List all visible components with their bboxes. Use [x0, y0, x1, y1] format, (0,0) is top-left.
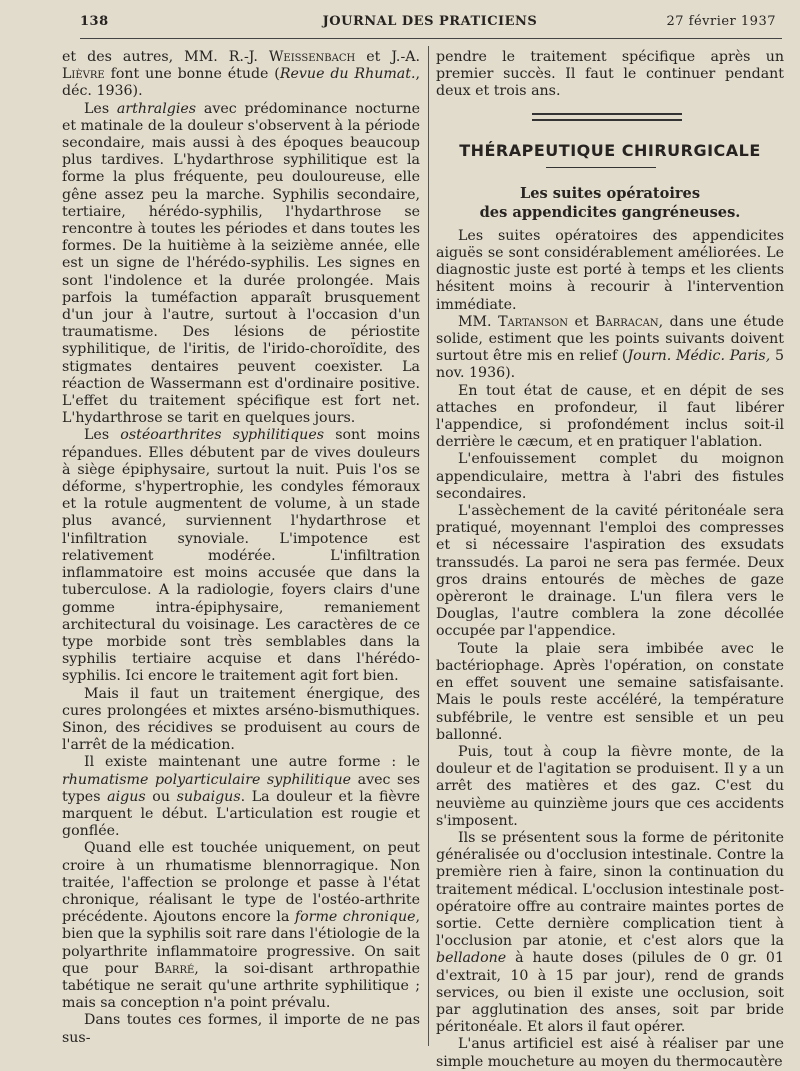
column-divider [428, 46, 429, 1046]
emphasis: arthralgies [116, 100, 197, 117]
author-name: R.-J. Weissenbach [228, 49, 356, 65]
title-underline [546, 167, 656, 168]
left-column [62, 49, 420, 1047]
page-number: 138 [80, 14, 109, 29]
author-name: Barré [154, 960, 195, 977]
paragraph: Il existe maintenant une autre forme : le rhumatisme polyarticulaire syphilitique avec ses types aigus ou subaigus. La douleur et la fièvre marquent le début. L'articulation est rougie et gonflée. [62, 754, 420, 840]
author-name: Tartanson [498, 313, 568, 330]
emphasis: ostéoarthrites syphilitiques [120, 427, 324, 444]
issue-date: 27 février 1937 [666, 14, 776, 29]
paragraph: Puis, tout à coup la fièvre monte, de la douleur et de l'agitation se produisent. Il y a un arrêt des matières et des gaz. C'est du neuvième au quinzième jours que ces accidents s'imposent. [436, 743, 784, 829]
paragraph: et des autres, MM. R.-J. Weissenbach et J.-A. Lièvre font une bonne étude (Revue du Rhumat., déc. 1936). [62, 49, 420, 100]
paragraph: Quand elle est touchée uniquement, on peut croire à un rhumatisme blennorragique. Non traitée, l'affection se prolonge et passe à l'état chronique, réalisant le type de l'ostéo-arthrite précédente. Ajoutons encore la forme chronique, bien que la syphilis soit rare dans l'étiologie de la polyarthrite inflammatoire progressive. On sait que pour Barré, la soi-disant arthropathie tabétique ne serait qu'une arthrite syphilitique ; mais sa conception n'a point prévalu. [62, 840, 420, 1012]
page-header [80, 14, 780, 36]
author-name: Barracan [595, 313, 659, 330]
paragraph: Mais il faut un traitement énergique, des cures prolongées et mixtes arséno-bismuthiques. Sinon, des récidives se produisent au cours de l'arrêt de la médication. [62, 685, 420, 754]
emphasis: belladone [436, 950, 507, 967]
paragraph: Dans toutes ces formes, il importe de ne pas sus- [62, 1012, 420, 1046]
paragraph: Les arthralgies avec prédominance nocturne et matinale de la douleur s'observent à la période secondaire, mais aussi à des époques beaucoup plus tardives. L'hydarthrose syphilitique est la forme la plus fréquente, peu douloureuse, elle gêne assez peu la marche. Syphilis secondaire, tertiaire, hérédo-syphilis, l'hydarthrose se rencontre à toutes les périodes et dans toutes les formes. De la huitième à la seizième année, elle est un signe de l'hérédo-syphilis. Les signes en sont l'indolence et la durée prolongée. Mais parfois la tuméfaction apparaît brusquement d'un jour à l'autre, surtout à l'occasion d'un traumatisme. Des lésions de périostite syphilitique, de l'iritis, de l'irido-choroïdite, des stigmates dentaires peuvent coexister. La réaction de Wassermann est d'ordinaire positive. L'effet du traitement spécifique est fort net. L'hydarthrose se tarit en quelques jours. [62, 100, 421, 427]
journal-title: JOURNAL DES PRATICIENS [322, 14, 538, 29]
paragraph: L'assèchement de la cavité péritonéale sera pratiqué, moyennant l'emploi des compresses et si nécessaire l'aspiration des exsudats transsudés. La paroi ne sera pas fermée. Deux gros drains entourés de mèches de gaze opèreront le drainage. L'un filera vers le Douglas, l'autre comblera la zone décollée occupée par l'appendice. [436, 503, 784, 640]
emphasis: forme chronique [294, 909, 416, 926]
citation: Journ. Médic. Paris, [627, 348, 771, 365]
section-title: THÉRAPEUTIQUE CHIRURGICALE [459, 140, 761, 160]
paragraph: Toute la plaie sera imbibée avec le bactériophage. Après l'opération, on constate en effet souvent une semaine satisfaisante. Mais le pouls reste accéléré, la température subfébrile, le ventre est sensible et un peu ballonné. [436, 640, 784, 743]
article-title: Les suites opératoires des appendicites gangréneuses. [479, 184, 741, 221]
emphasis: aigus [107, 788, 146, 805]
paragraph: Ils se présentent sous la forme de péritonite généralisée ou d'occlusion intestinale. Contre la première rien à faire, sinon la continuation du traitement médical. L'occlusion intestinale post-opératoire offre au contraire maintes portes de sortie. Cette dernière complication tient à l'occlusion par atonie, et c'est alors que la belladone à haute doses (pilules de 0 gr. 01 d'extrait, 10 à 15 par jour), rend de grands services, ou bien il existe une occlusion, soit par agglutination des anses, soit par bride péritonéale. Et alors il faut opérer. [436, 829, 784, 1036]
paragraph: Les suites opératoires des appendicites aiguës se sont considérablement améliorées. Le diagnostic juste est porté à temps et les clients hésitent moins à recourir à l'intervention immédiate. [436, 227, 784, 313]
right-column [436, 49, 784, 1071]
author-name: J.-A. Lièvre [62, 49, 420, 83]
section-separator [532, 113, 682, 121]
header-rule [80, 38, 782, 39]
paragraph: L'anus artificiel est aisé à réaliser par une simple moucheture au moyen du thermocautère [436, 1036, 784, 1070]
citation: Revue du Rhumat. [279, 66, 416, 83]
paragraph: Les ostéoarthrites syphilitiques sont moins répandues. Elles débutent par de vives douleurs à siège épiphysaire, surtout la nuit. Puis l'os se déforme, s'hypertrophie, les condyles fémoraux et la rotule augmentent de volume, à un stade plus avancé, surviennent l'hydarthrose et l'infiltration synoviale. L'impotence est relativement modérée. L'infiltration inflammatoire est moins accusée que dans la tuberculose. A la radiologie, foyers clairs d'une gomme intra-épiphysaire, remaniement architectural du voisinage. Les caractères de ce type morbide sont très semblables dans la syphilis tertiaire acquise et dans l'hérédo-syphilis. Ici encore le traitement agit fort bien. [62, 427, 420, 685]
paragraph: En tout état de cause, et en dépit de ses attaches en profondeur, il faut libérer l'appendice, si profondément inclus soit-il derrière le cæcum, et en pratiquer l'ablation. [436, 382, 784, 451]
emphasis: rhumatisme polyarticulaire syphilitique [62, 771, 351, 788]
paragraph: MM. Tartanson et Barracan, dans une étude solide, estiment que les points suivants doivent surtout être mis en relief (Journ. Médic. Paris, 5 nov. 1936). [436, 313, 784, 382]
paragraph: pendre le traitement spécifique après un premier succès. Il faut le continuer pendant deux et trois ans. [436, 49, 784, 100]
paragraph: L'enfouissement complet du moignon appendiculaire, mettra à l'abri des fistules secondaires. [436, 451, 784, 502]
emphasis: subaigus [176, 788, 241, 805]
